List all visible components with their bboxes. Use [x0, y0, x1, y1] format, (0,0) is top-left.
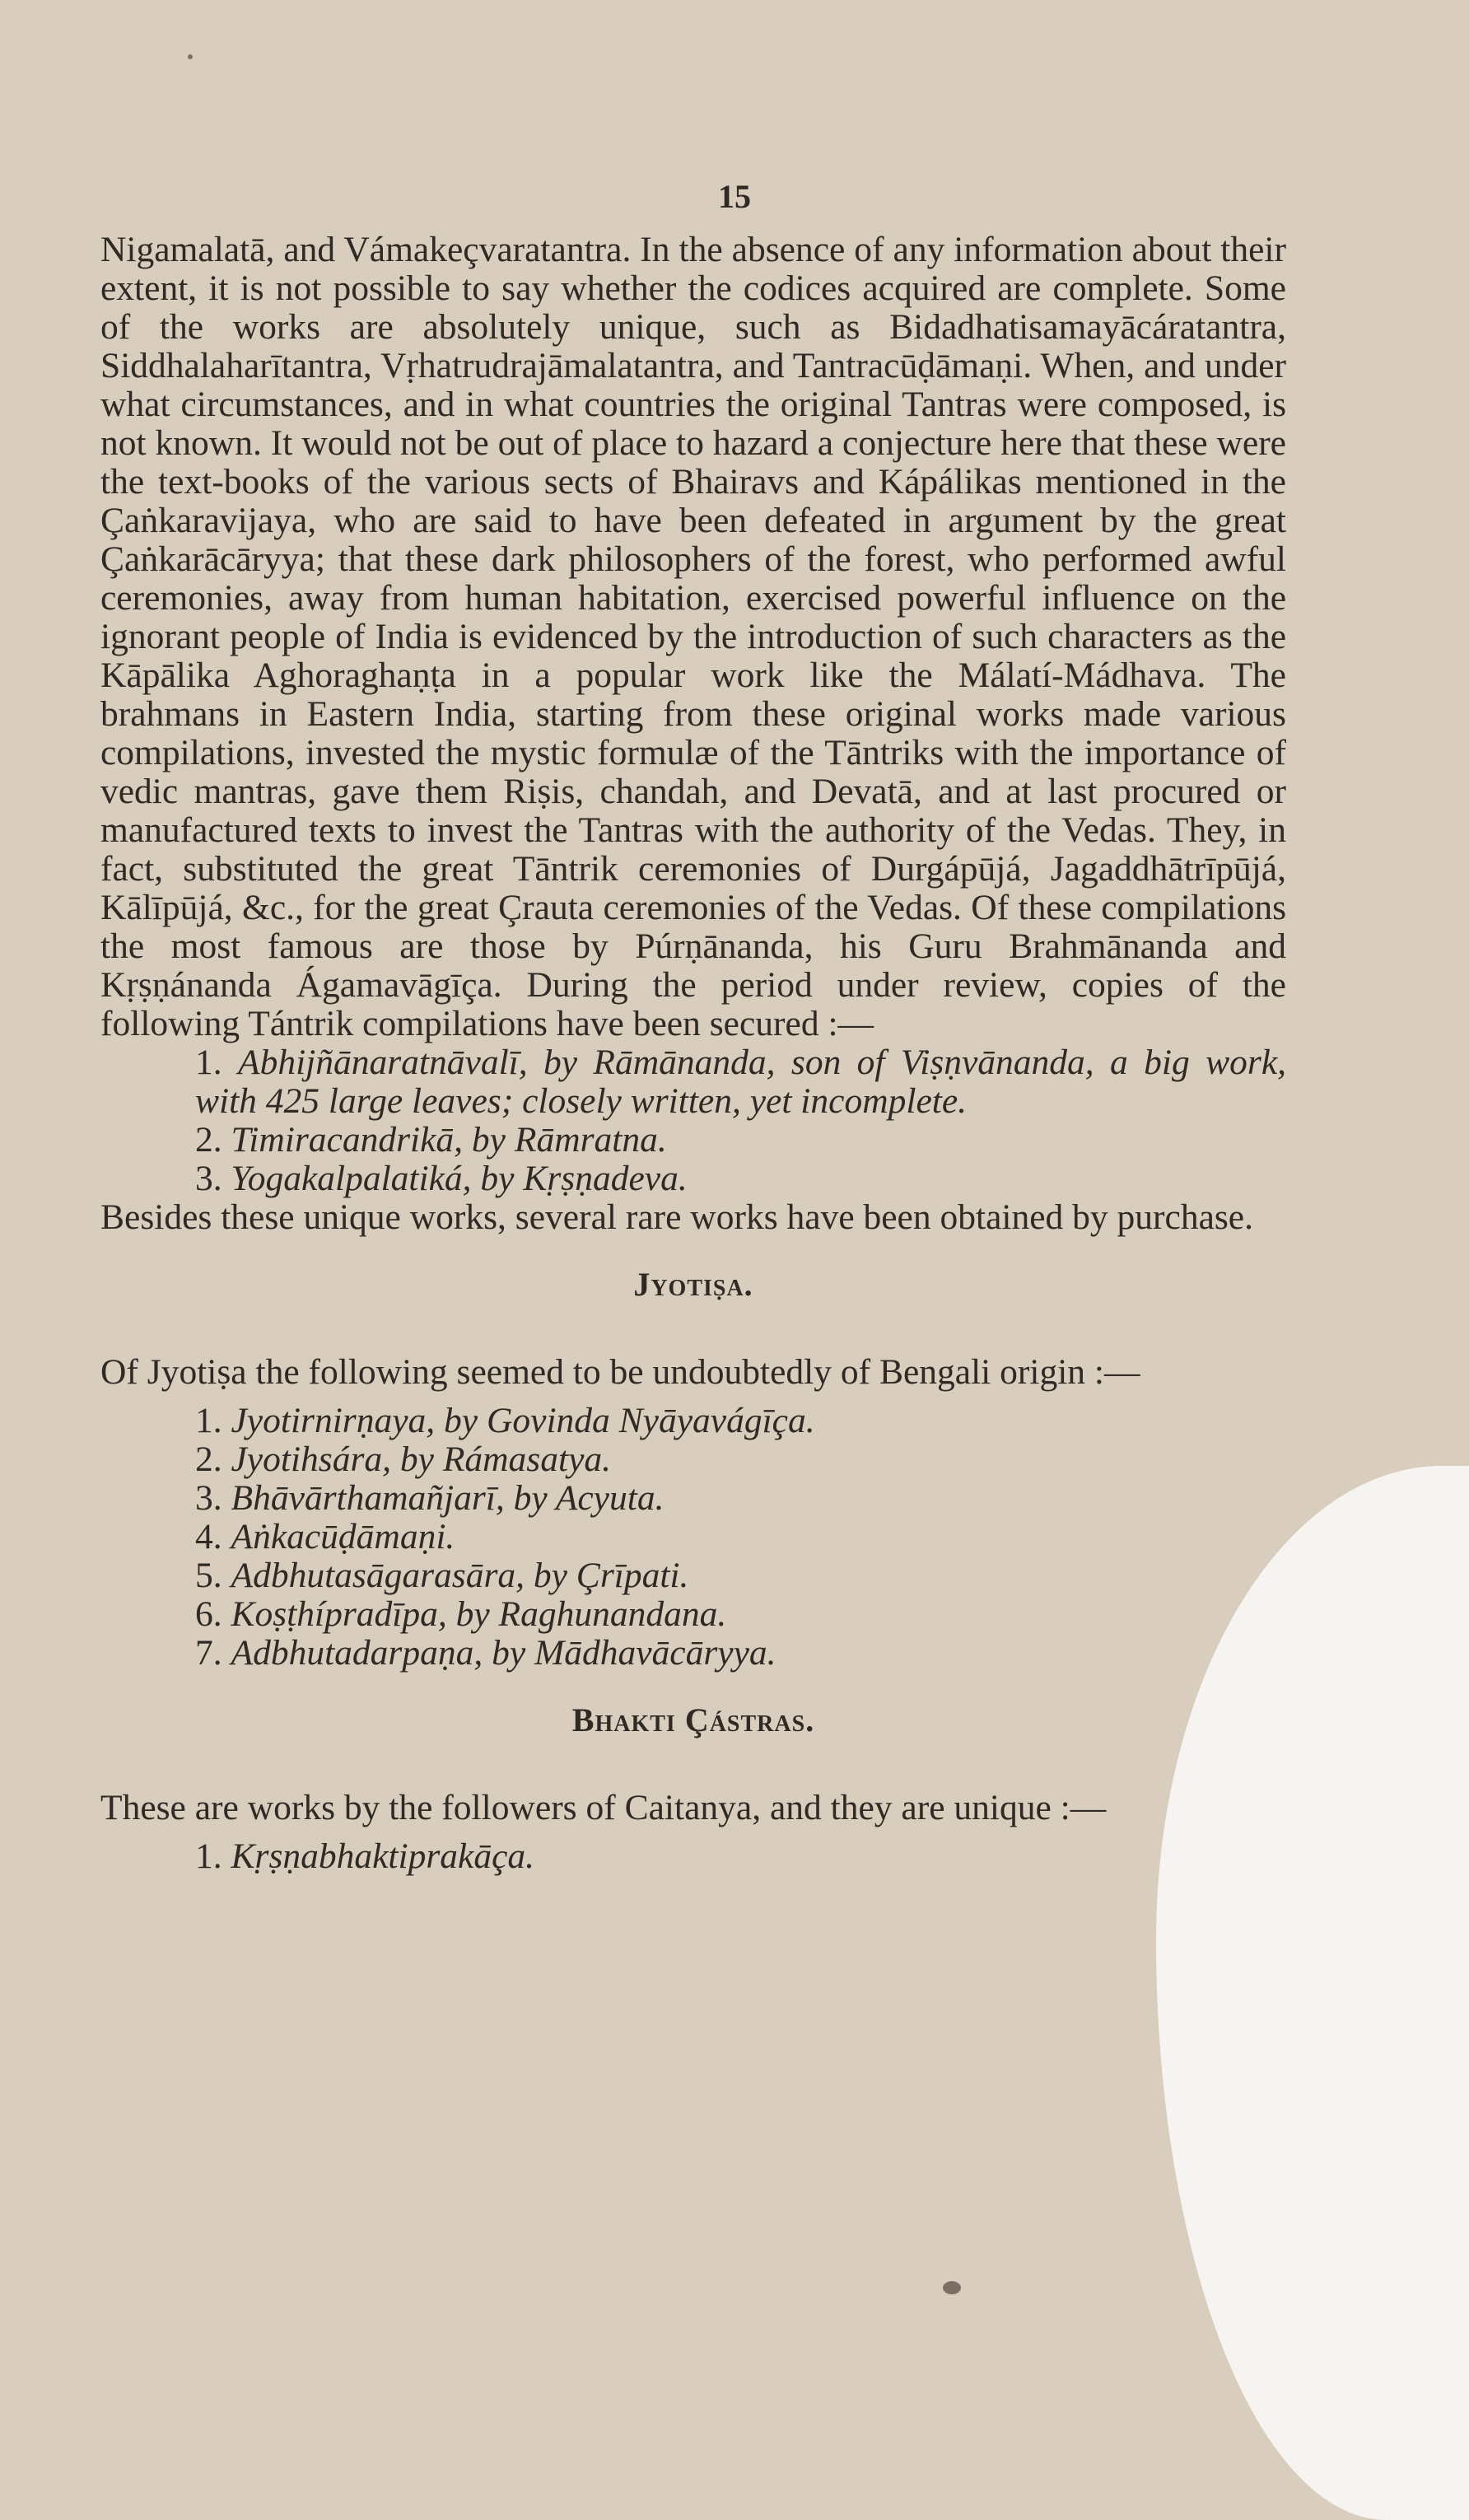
- list-item: [100, 1440, 1286, 1479]
- list-item: [100, 1402, 1286, 1440]
- list-item: [100, 1043, 1286, 1121]
- item-number: 3.: [195, 1159, 222, 1198]
- item-text: Adbhutadarpaṇa, by Mādhavācāryya.: [231, 1633, 776, 1673]
- bhakti-section: [100, 1701, 1286, 1876]
- item-number: 1.: [195, 1043, 222, 1082]
- item-number: 4.: [195, 1517, 222, 1556]
- item-number: 2.: [195, 1120, 222, 1160]
- page-number: 15: [718, 178, 751, 215]
- dust-speck: [943, 2281, 961, 2294]
- list-item: [100, 1121, 1286, 1160]
- item-number: 5.: [195, 1556, 222, 1595]
- list-item: [100, 1160, 1286, 1198]
- opening-paragraph: Nigamalatā, and Vámakeçvaratantra. In the absence of any information about their extent, it is not possible to say whether the codices acquired are complete. Some of the works are absolutely unique, such as Bidadhatisamayācáratantra, Siddhalaharītantra, Vṛhatrudrajāmalatantra, and Tantracūḍāmaṇi. When, and under what circumstances, and in what countries the original Tantras were composed, is not known. It would not be out of place to hazard a conjecture here that these were the text-books of the various sects of Bhairavs and Kápálikas mentioned in the Çaṅkaravijaya, who are said to have been defeated in argument by the great Çaṅkarācāryya; that these dark philosophers of the forest, who performed awful ceremonies, away from human habitation, exercised powerful influence on the ignorant people of India is evidenced by the introduction of such characters as the Kāpālika Aghoraghaṇṭa in a popular work like the Málatí-Mádhava. The brahmans in Eastern India, starting from these original works made various compilations, invested the mystic formulæ of the Tāntriks with the importance of vedic mantras, gave them Riṣis, chandah, and Devatā, and at last procured or manufactured texts to invest the Tantras with the authority of the Vedas. They, in fact, substituted the great Tāntrik ceremonies of Durgápūjá, Jagaddhātrīpūjá, Kālīpūjá, &c., for the great Çrauta ceremonies of the Vedas. Of these compilations the most famous are those by Púrṇānanda, his Guru Brahmānanda and Kṛṣṇánanda Ágamavāgīça. During the period under review, copies of the following Tántrik compilations have been secured :—: [100, 230, 1286, 1043]
- list-item: [100, 1479, 1286, 1518]
- list-item: [100, 1634, 1286, 1673]
- item-text: Jyotirnirṇaya, by Govinda Nyāyavágīça.: [231, 1401, 815, 1440]
- jyotisa-section: [100, 1265, 1286, 1673]
- item-text: Timiracandrikā, by Rāmratna.: [231, 1120, 667, 1160]
- list-item: [100, 1518, 1286, 1556]
- dust-speck: [188, 54, 193, 59]
- list-item: [100, 1556, 1286, 1595]
- item-number: 3.: [195, 1478, 222, 1518]
- item-text: Jyotihsára, by Rámasatya.: [231, 1440, 612, 1479]
- item-number: 1.: [195, 1401, 222, 1440]
- item-number: 6.: [195, 1594, 222, 1634]
- item-number: 2.: [195, 1440, 222, 1479]
- item-text: Aṅkacūḍāmaṇi.: [231, 1517, 455, 1556]
- section-heading: Bhakti Çástras.: [571, 1701, 815, 1738]
- item-number: 1.: [195, 1836, 222, 1876]
- item-text: Kṛṣṇabhaktiprakāça.: [231, 1836, 535, 1876]
- section-intro: These are works by the followers of Caitanya, and they are unique :—: [100, 1788, 1107, 1827]
- section-heading: Jyotiṣa.: [633, 1266, 753, 1303]
- item-text: Bhāvārthamañjarī, by Acyuta.: [231, 1478, 665, 1518]
- jyotisa-list: [100, 1402, 1286, 1673]
- purchase-paragraph: Besides these unique works, several rare works have been obtained by purchase.: [100, 1197, 1253, 1237]
- bhakti-list: [100, 1837, 1286, 1876]
- list-item: [100, 1595, 1286, 1634]
- item-text: Koṣṭhípradīpa, by Raghunandana.: [231, 1594, 727, 1634]
- list-item: [100, 1837, 1286, 1876]
- section-intro: Of Jyotiṣa the following seemed to be undoubtedly of Bengali origin :—: [100, 1352, 1140, 1392]
- item-text: Adbhutasāgarasāra, by Çrīpati.: [231, 1556, 689, 1595]
- item-text: Yogakalpalatiká, by Kṛṣṇadeva.: [231, 1159, 688, 1198]
- main-text: [100, 231, 1286, 1876]
- item-text: Abhijñānaratnāvalī, by Rāmānanda, son of Viṣṇvānanda, a big work, with 425 large leaves; closely written, yet incomplete.: [195, 1043, 1287, 1121]
- tantrik-compilations-list: [100, 1043, 1286, 1198]
- item-number: 7.: [195, 1633, 222, 1673]
